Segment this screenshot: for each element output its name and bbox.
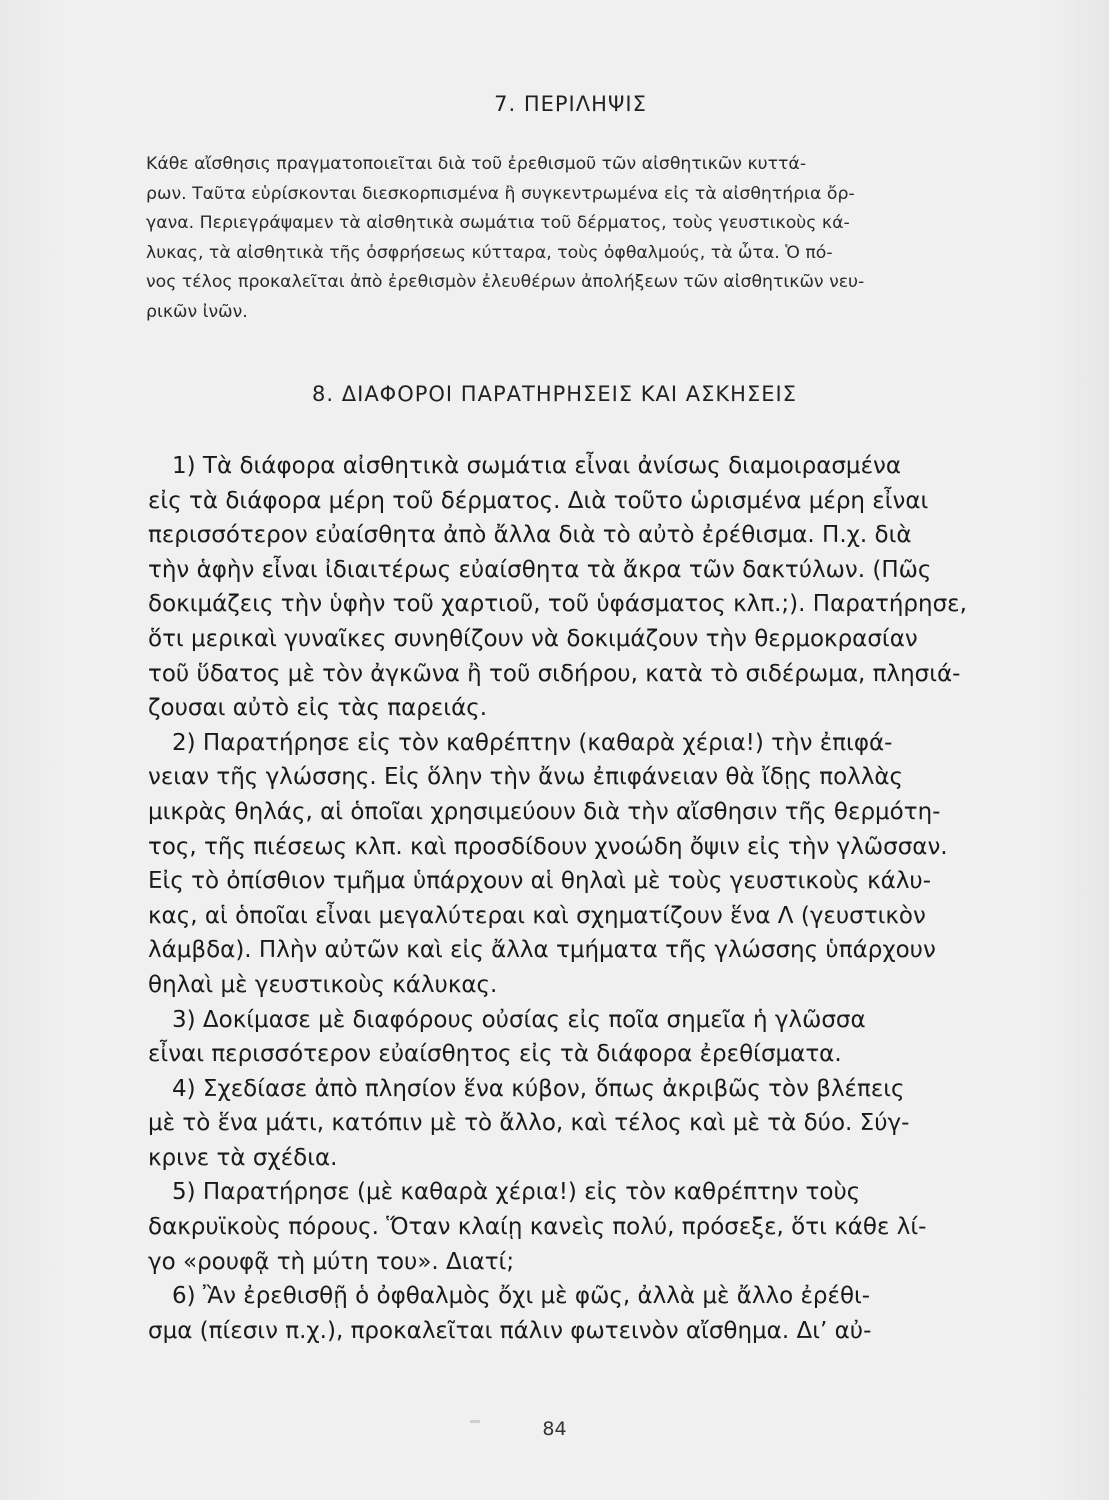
exercise-line: ζουσαι αὐτὸ εἰς τὰς παρειάς. bbox=[148, 695, 488, 722]
exercise-line: τὴν ἁφὴν εἶναι ἰδιαιτέρως εὐαίσθητα τὰ ἄκρα τῶν δακτύλων. (Πῶς bbox=[148, 556, 932, 583]
exercise-line: δοκιμάζεις τὴν ὑφὴν τοῦ χαρτιοῦ, τοῦ ὑφάσματος κλπ.;). Παρατήρησε, bbox=[148, 591, 967, 618]
section-8-heading: 8. ΔΙΑΦΟΡΟΙ ΠΑΡΑΤΗΡΗΣΕΙΣ ΚΑΙ ΑΣΚΗΣΕΙΣ bbox=[312, 382, 797, 406]
exercise-line: κας, αἱ ὁποῖαι εἶναι μεγαλύτεραι καὶ σχηματίζουν ἕνα Λ (γευστικὸν bbox=[148, 902, 926, 929]
exercise-line: σμα (πίεσιν π.χ.), προκαλεῖται πάλιν φωτεινὸν αἴσθημα. Δι’ αὐ- bbox=[148, 1317, 872, 1344]
exercise-line: τοῦ ὕδατος μὲ τὸν ἀγκῶνα ἢ τοῦ σιδήρου, κατὰ τὸ σιδέρωμα, πλησιά- bbox=[148, 660, 961, 687]
exercise-line: κρινε τὰ σχέδια. bbox=[148, 1144, 338, 1171]
page-number: 84 bbox=[542, 1418, 567, 1440]
exercise-line: νειαν τῆς γλώσσης. Εἰς ὅλην τὴν ἄνω ἐπιφάνειαν θὰ ἴδῃς πολλὰς bbox=[148, 764, 904, 791]
exercise-line: 6) Ἂν ἐρεθισθῇ ὁ ὀφθαλμὸς ὄχι μὲ φῶς, ἀλλὰ μὲ ἄλλο ἐρέθι- bbox=[172, 1283, 871, 1310]
section-7-heading: 7. ΠΕΡΙΛΗΨΙΣ bbox=[494, 92, 647, 116]
summary-paragraph bbox=[146, 150, 972, 328]
exercise-line: μὲ τὸ ἕνα μάτι, κατόπιν μὲ τὸ ἄλλο, καὶ τέλος καὶ μὲ τὰ δύο. Σύγ- bbox=[148, 1110, 910, 1137]
exercise-line: μικρὰς θηλάς, αἱ ὁποῖαι χρησιμεύουν διὰ τὴν αἴσθησιν τῆς θερμότη- bbox=[148, 798, 941, 825]
exercise-line: 4) Σχεδίασε ἀπὸ πλησίον ἕνα κύβον, ὅπως ἀκριβῶς τὸν βλέπεις bbox=[172, 1075, 905, 1102]
exercise-line: ὅτι μερικαὶ γυναῖκες συνηθίζουν νὰ δοκιμάζουν τὴν θερμοκρασίαν bbox=[148, 625, 918, 652]
exercise-line: Εἰς τὸ ὀπίσθιον τμῆμα ὑπάρχουν αἱ θηλαὶ μὲ τοὺς γευστικοὺς κάλυ- bbox=[148, 868, 932, 895]
exercise-line: 2) Παρατήρησε εἰς τὸν καθρέπτην (καθαρὰ χέρια!) τὴν ἐπιφά- bbox=[172, 729, 893, 756]
exercise-line: τος, τῆς πιέσεως κλπ. καὶ προσδίδουν χνοώδη ὄψιν εἰς τὴν γλῶσσαν. bbox=[148, 833, 948, 860]
exercise-line: περισσότερον εὐαίσθητα ἀπὸ ἄλλα διὰ τὸ αὐτὸ ἐρέθισμα. Π.χ. διὰ bbox=[148, 522, 912, 549]
summary-line: νος τέλος προκαλεῖται ἀπὸ ἐρεθισμὸν ἐλευθέρων ἀπολήξεων τῶν αἰσθητικῶν νευ- bbox=[146, 272, 865, 293]
exercise-line: 3) Δοκίμασε μὲ διαφόρους οὐσίας εἰς ποῖα σημεῖα ἡ γλῶσσα bbox=[172, 1006, 866, 1033]
exercise-line: εἰς τὰ διάφορα μέρη τοῦ δέρματος. Διὰ τοῦτο ὡρισμένα μέρη εἶναι bbox=[148, 487, 929, 514]
exercise-line: εἶναι περισσότερον εὐαίσθητος εἰς τὰ διάφορα ἐρεθίσματα. bbox=[148, 1041, 842, 1068]
summary-line: λυκας, τὰ αἰσθητικὰ τῆς ὀσφρήσεως κύτταρα, τοὺς ὀφθαλμούς, τὰ ὦτα. Ὁ πό- bbox=[146, 242, 833, 263]
summary-line: ρων. Ταῦτα εὑρίσκονται διεσκορπισμένα ἢ συγκεντρωμένα εἰς τὰ αἰσθητήρια ὄρ- bbox=[146, 183, 855, 204]
summary-line: γανα. Περιεγράψαμεν τὰ αἰσθητικὰ σωμάτια τοῦ δέρματος, τοὺς γευστικοὺς κά- bbox=[146, 213, 850, 234]
exercise-line: θηλαὶ μὲ γευστικοὺς κάλυκας. bbox=[148, 971, 498, 998]
summary-line: ρικῶν ἰνῶν. bbox=[146, 301, 248, 322]
exercise-line: 5) Παρατήρησε (μὲ καθαρὰ χέρια!) εἰς τὸν καθρέπτην τοὺς bbox=[172, 1179, 861, 1206]
exercise-line: δακρυϊκοὺς πόρους. Ὅταν κλαίῃ κανεὶς πολύ, πρόσεξε, ὅτι κάθε λί- bbox=[148, 1214, 927, 1241]
exercise-line: γο «ρουφᾷ τὴ μύτη του». Διατί; bbox=[148, 1248, 515, 1275]
exercise-line: 1) Τὰ διάφορα αἰσθητικὰ σωμάτια εἶναι ἀνίσως διαμοιρασμένα bbox=[172, 453, 902, 479]
exercises-body bbox=[148, 449, 984, 1348]
exercise-line: λάμβδα). Πλὴν αὐτῶν καὶ εἰς ἄλλα τμήματα τῆς γλώσσης ὑπάρχουν bbox=[148, 937, 936, 964]
summary-line: Κάθε αἴσθησις πραγματοποιεῖται διὰ τοῦ ἐρεθισμοῦ τῶν αἰσθητικῶν κυττά- bbox=[146, 154, 807, 174]
